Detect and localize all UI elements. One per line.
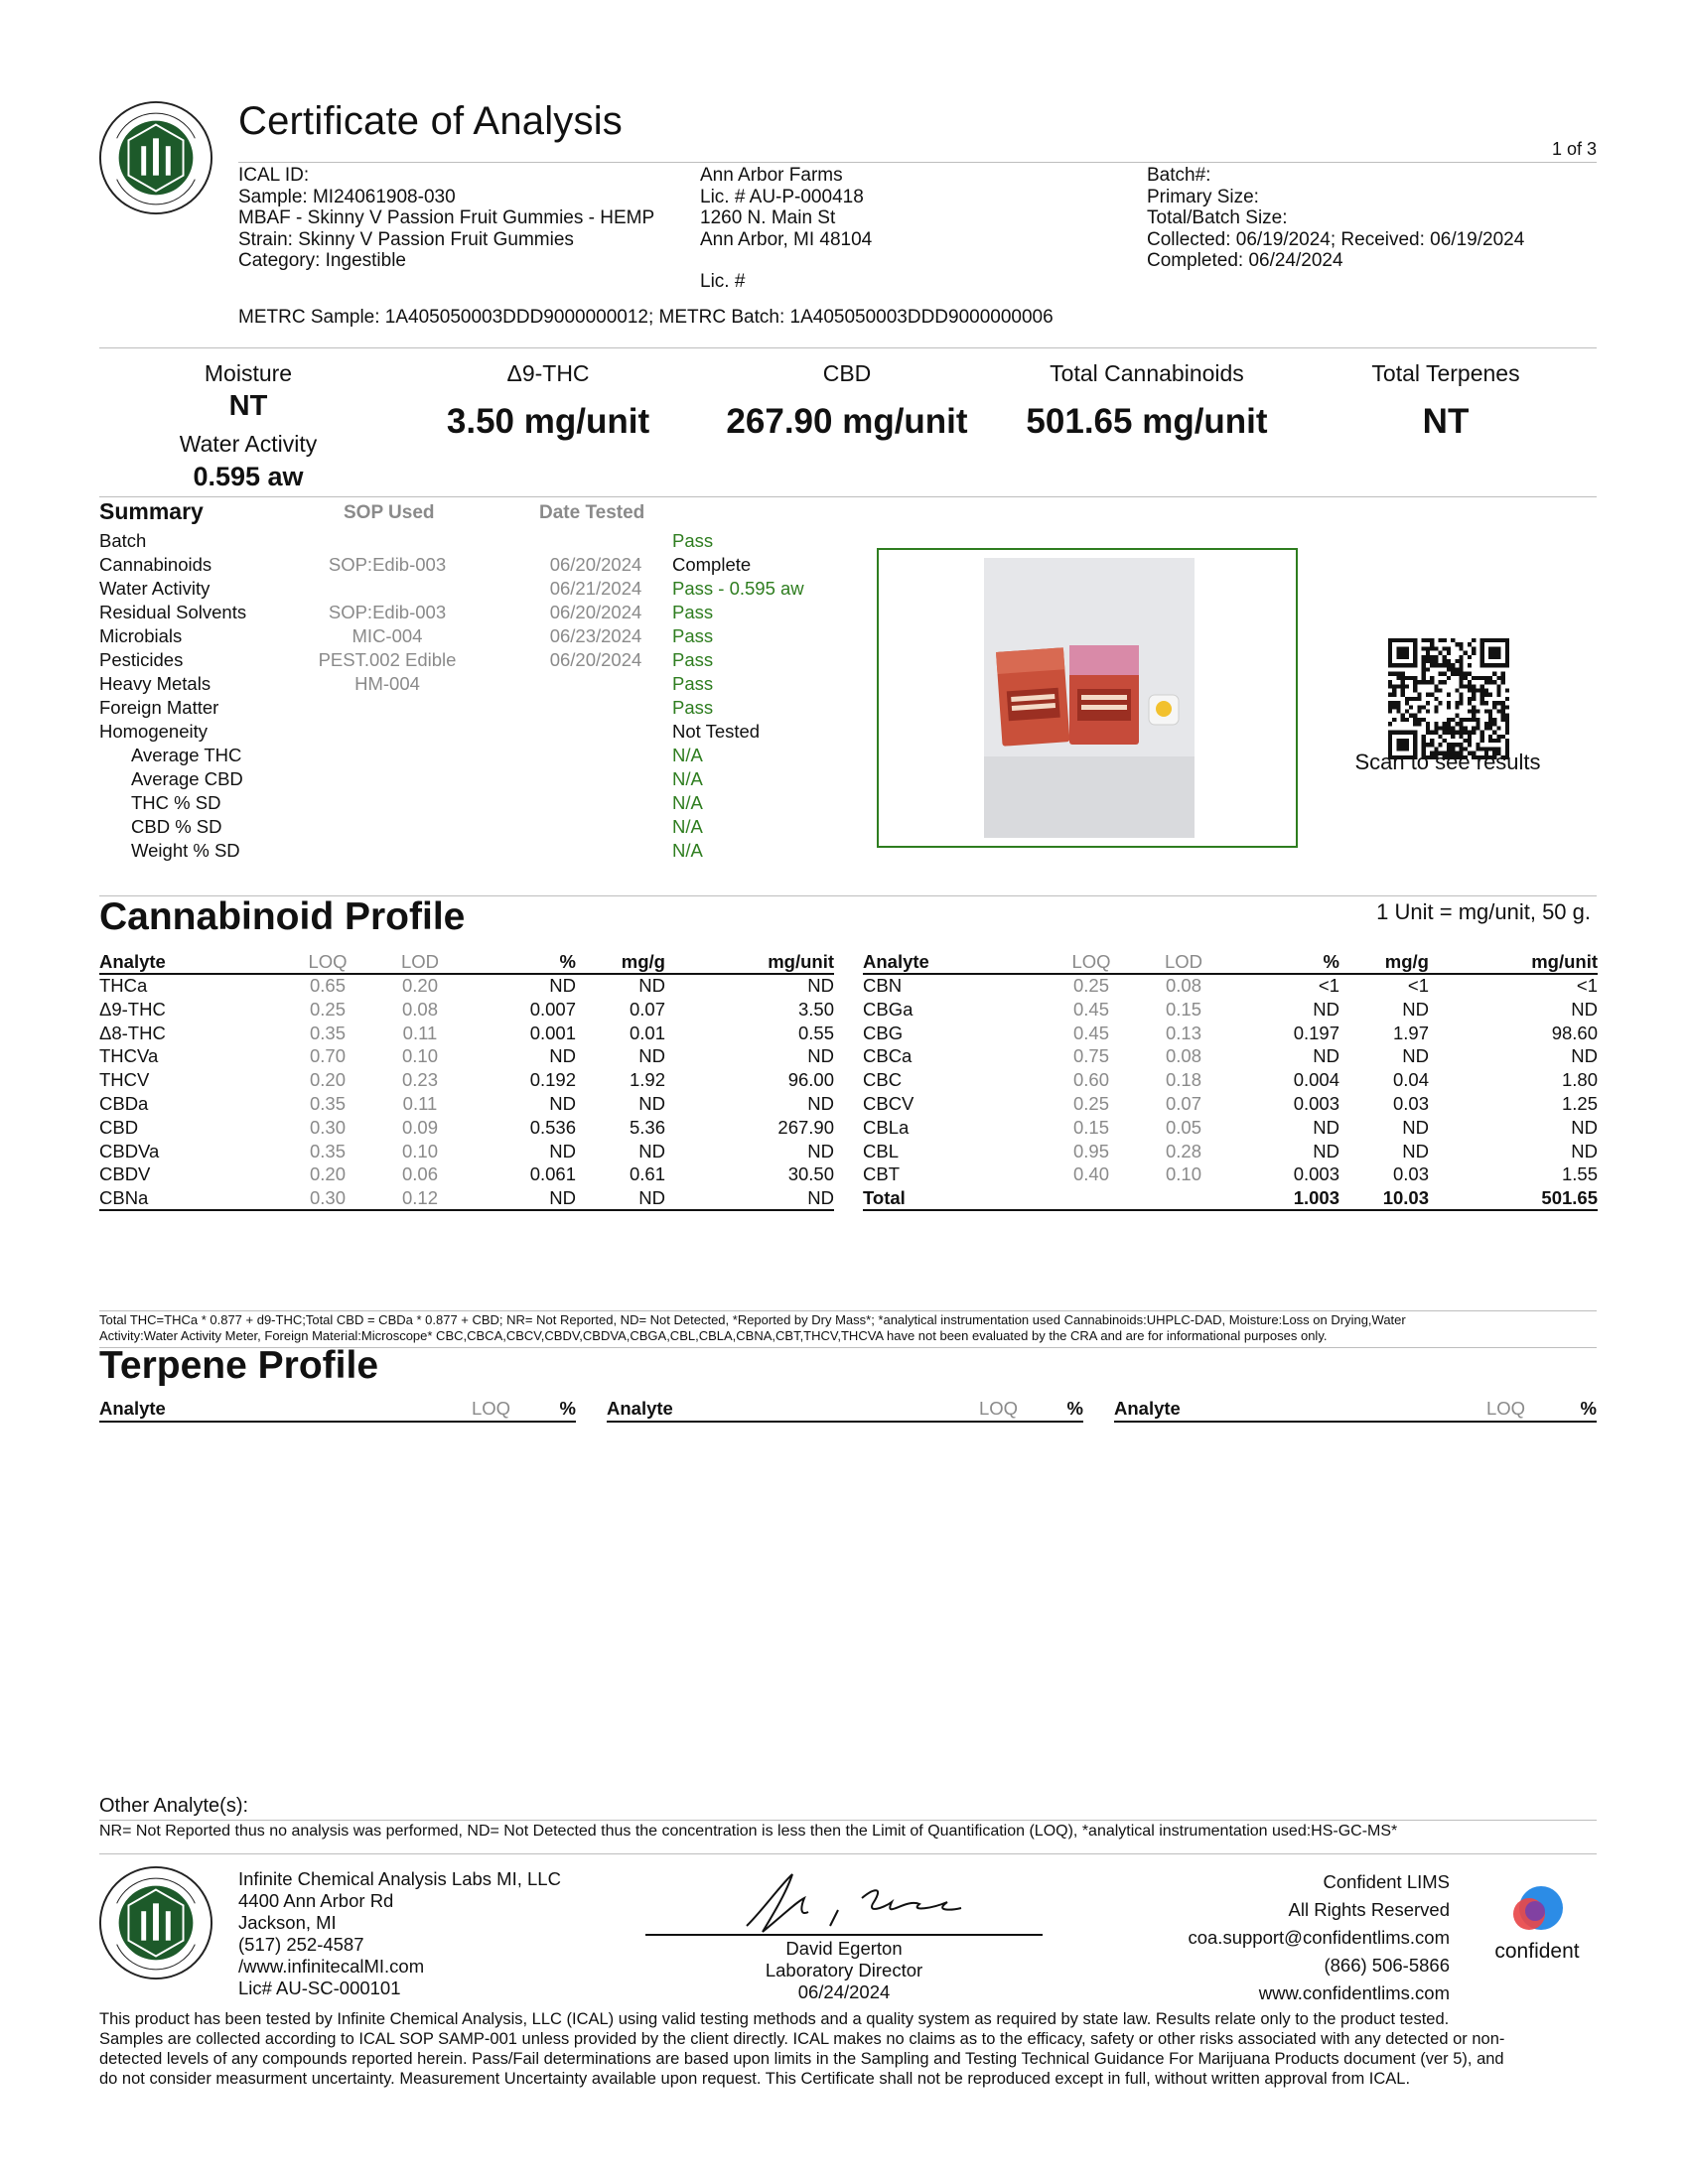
total-row (863, 1187, 1598, 1211)
summary-test-name: THC % SD (131, 792, 221, 813)
cell-percent: ND (549, 1093, 576, 1114)
cell-analyte: CBT (863, 1163, 900, 1185)
total-cannabinoids-label: Total Cannabinoids (1050, 360, 1244, 386)
table-row (863, 1141, 1598, 1164)
summary-result: Pass (672, 673, 714, 694)
column-header-lod: LOD (1164, 951, 1203, 972)
cell-percent: 0.003 (1293, 1163, 1339, 1185)
lims-info: Confident LIMS All Rights Reserved coa.support@confidentlims.com (866) 506-5866 www.confidentlims.com (1188, 1868, 1450, 2007)
cell-mg-per-g: ND (638, 1140, 665, 1161)
terpene-header-percent: % (1066, 1398, 1083, 1419)
cell-lod: 0.10 (1165, 1163, 1201, 1185)
total-terpenes-label: Total Terpenes (1371, 360, 1520, 386)
signature-icon (735, 1868, 973, 1940)
cell-loq: 0.25 (1072, 975, 1109, 996)
cell-lod: 0.08 (1165, 1045, 1201, 1067)
summary-date-header: Date Tested (539, 502, 645, 523)
summary-date: 06/21/2024 (549, 578, 642, 599)
summary-test-name: Average CBD (131, 768, 243, 789)
table-row (863, 1117, 1598, 1141)
cell-lod: 0.06 (401, 1163, 438, 1185)
summary-test-name: Pesticides (99, 649, 184, 670)
cell-mg-per-unit: 1.80 (1561, 1069, 1598, 1091)
cell-mg-per-unit: 267.90 (777, 1116, 834, 1138)
summary-sop: PEST.002 Edible (318, 649, 457, 670)
cell-analyte: CBCa (863, 1045, 913, 1067)
cell-mg-per-unit: ND (1571, 1116, 1598, 1138)
cell-analyte: THCa (99, 975, 148, 996)
column-header-lod: LOD (400, 951, 440, 972)
cell-mg-per-g: ND (638, 1045, 665, 1067)
qr-code-icon[interactable] (1388, 638, 1509, 759)
cell-analyte: CBLa (863, 1116, 910, 1138)
column-header-loq: LOQ (308, 951, 348, 972)
cell-analyte: CBCV (863, 1093, 914, 1114)
cell-loq: 0.45 (1072, 1022, 1109, 1043)
cell-loq: 0.60 (1072, 1069, 1109, 1091)
cell-lod: 0.10 (401, 1045, 438, 1067)
cell-loq: 0.20 (309, 1163, 346, 1185)
cell-analyte: THCVa (99, 1045, 159, 1067)
cell-mg-per-unit: 3.50 (797, 998, 834, 1020)
cell-mg-per-g: 0.07 (629, 998, 665, 1020)
cell-mg-per-unit: 98.60 (1551, 1022, 1598, 1043)
summary-test-name: Water Activity (99, 578, 211, 599)
cell-percent: 0.197 (1293, 1022, 1339, 1043)
page-title: Certificate of Analysis (238, 99, 623, 143)
cell-analyte: CBD (99, 1116, 139, 1138)
moisture-value: NT (228, 390, 268, 422)
cell-lod: 0.13 (1165, 1022, 1201, 1043)
cell-lod: 0.12 (401, 1187, 438, 1209)
cell-loq: 0.35 (309, 1093, 346, 1114)
column-header-loq: LOQ (1071, 951, 1111, 972)
summary-date: 06/23/2024 (549, 625, 642, 646)
summary-result: Not Tested (672, 721, 761, 742)
summary-row (99, 649, 894, 673)
lab-info: Infinite Chemical Analysis Labs MI, LLC 4400 Ann Arbor Rd Jackson, MI (517) 252-4587 /www.infinitecalMI.com Lic# AU-SC-000101 (238, 1868, 561, 1998)
terpene-header-column-group (99, 1398, 576, 1423)
summary-sop: SOP:Edib-003 (328, 554, 447, 575)
column-header-analyte: Analyte (99, 951, 166, 972)
terpene-header-loq: LOQ (1486, 1398, 1526, 1419)
summary-sop: SOP:Edib-003 (328, 602, 447, 622)
cell-loq: 0.20 (309, 1069, 346, 1091)
cell-percent: ND (1313, 998, 1339, 1020)
table-row (863, 1093, 1598, 1117)
cell-loq: 0.45 (1072, 998, 1109, 1020)
cell-loq: 0.25 (309, 998, 346, 1020)
ical-logo-icon (97, 99, 214, 216)
cell-mg-per-g: 0.03 (1392, 1163, 1429, 1185)
other-analytes-note: NR= Not Reported thus no analysis was performed, ND= Not Detected thus the concentration is less then the Limit of Quantification (LOQ), *analytical instrumentation used:HS-GC-MS* (99, 1823, 1398, 1840)
cell-loq: 0.70 (309, 1045, 346, 1067)
table-row (863, 1163, 1598, 1187)
lims-website-link[interactable]: www.confidentlims.com (1258, 1982, 1450, 2003)
confident-logo-icon (1505, 1884, 1565, 1936)
cell-loq: 0.30 (309, 1116, 346, 1138)
table-row (99, 999, 834, 1023)
summary-test-name: Heavy Metals (99, 673, 211, 694)
client-info: Ann Arbor Farms Lic. # AU-P-000418 1260 N. Main St Ann Arbor, MI 48104 Lic. # (700, 165, 873, 292)
table-row (863, 975, 1598, 999)
total-mg-per-g: 10.03 (1382, 1187, 1429, 1209)
cell-percent: 0.001 (529, 1022, 576, 1043)
cell-mg-per-unit: 96.00 (787, 1069, 834, 1091)
cell-percent: 0.007 (529, 998, 576, 1020)
cell-percent: ND (549, 975, 576, 996)
cell-mg-per-unit: ND (807, 1187, 834, 1209)
cell-loq: 0.95 (1072, 1140, 1109, 1161)
cell-percent: 0.536 (529, 1116, 576, 1138)
cell-mg-per-unit: <1 (1576, 975, 1598, 996)
summary-row (99, 697, 894, 721)
cell-lod: 0.11 (402, 1022, 438, 1043)
ical-footer-logo-icon (97, 1864, 214, 1981)
cell-loq: 0.65 (309, 975, 346, 996)
cell-mg-per-unit: ND (807, 1045, 834, 1067)
cell-analyte: CBDVa (99, 1140, 160, 1161)
terpene-header-percent: % (1580, 1398, 1597, 1419)
cell-analyte: Δ9-THC (99, 998, 166, 1020)
cell-loq: 0.75 (1072, 1045, 1109, 1067)
column-header-mg-per-g: mg/g (621, 951, 665, 972)
summary-result: N/A (672, 816, 703, 837)
summary-row (99, 554, 894, 578)
cell-mg-per-unit: ND (807, 1093, 834, 1114)
terpene-header-percent: % (559, 1398, 576, 1419)
summary-row (99, 840, 894, 864)
cell-mg-per-g: ND (1402, 998, 1429, 1020)
summary-test-name: CBD % SD (131, 816, 222, 837)
summary-row (99, 602, 894, 625)
summary-test-name: Batch (99, 530, 147, 551)
cannabinoid-profile-title: Cannabinoid Profile (99, 895, 466, 938)
summary-row (99, 745, 894, 768)
cannabinoid-header-row (99, 951, 834, 975)
cell-percent: <1 (1318, 975, 1339, 996)
cell-lod: 0.08 (401, 998, 438, 1020)
signer-role: Laboratory Director (765, 1960, 923, 1980)
total-analyte: Total (863, 1187, 906, 1209)
summary-row (99, 673, 894, 697)
terpene-header-loq: LOQ (472, 1398, 511, 1419)
cell-mg-per-g: 1.97 (1392, 1022, 1429, 1043)
summary-sop-header: SOP Used (344, 502, 435, 523)
column-header-percent: % (1323, 951, 1339, 972)
cell-analyte: CBL (863, 1140, 899, 1161)
summary-test-name: Cannabinoids (99, 554, 212, 575)
water-activity-value: 0.595 aw (193, 462, 304, 491)
cell-mg-per-unit: ND (1571, 1045, 1598, 1067)
cell-lod: 0.28 (1165, 1140, 1201, 1161)
summary-title: Summary (99, 498, 204, 524)
summary-row (99, 530, 894, 554)
cell-mg-per-unit: ND (1571, 998, 1598, 1020)
column-header-mg-per-unit: mg/unit (1531, 951, 1598, 972)
cell-mg-per-g: ND (638, 975, 665, 996)
unit-note: 1 Unit = mg/unit, 50 g. (1376, 899, 1591, 924)
cell-loq: 0.15 (1072, 1116, 1109, 1138)
total-mg-per-unit: 501.65 (1541, 1187, 1598, 1209)
cell-lod: 0.23 (401, 1069, 438, 1091)
table-row (863, 1045, 1598, 1069)
cell-percent: 0.004 (1293, 1069, 1339, 1091)
cell-mg-per-unit: 1.25 (1561, 1093, 1598, 1114)
cell-percent: ND (1313, 1045, 1339, 1067)
batch-info: Batch#: Primary Size: Total/Batch Size: Collected: 06/19/2024; Received: 06/19/2024 Completed: 06/24/2024 (1147, 165, 1525, 271)
cbd-value: 267.90 mg/unit (726, 402, 968, 441)
cell-mg-per-unit: ND (807, 1140, 834, 1161)
summary-row (99, 578, 894, 602)
summary-result: Pass (672, 530, 714, 551)
summary-sop: HM-004 (354, 673, 420, 694)
cell-lod: 0.07 (1165, 1093, 1201, 1114)
product-image-frame (877, 548, 1298, 848)
summary-date: 06/20/2024 (549, 554, 642, 575)
cell-percent: ND (1313, 1116, 1339, 1138)
cell-analyte: THCV (99, 1069, 150, 1091)
cell-mg-per-unit: ND (1571, 1140, 1598, 1161)
table-row (863, 1023, 1598, 1046)
table-row (99, 1117, 834, 1141)
summary-row (99, 768, 894, 792)
cell-mg-per-g: 0.01 (629, 1022, 665, 1043)
cbd-label: CBD (822, 360, 872, 386)
summary-result: Pass - 0.595 aw (672, 578, 804, 599)
cell-percent: ND (549, 1045, 576, 1067)
cell-mg-per-g: ND (638, 1187, 665, 1209)
qr-caption: Scan to see results (1354, 750, 1541, 774)
summary-result: N/A (672, 745, 703, 765)
cell-percent: ND (549, 1187, 576, 1209)
terpene-profile-title: Terpene Profile (99, 1344, 379, 1387)
column-header-mg-per-unit: mg/unit (768, 951, 834, 972)
total-percent: 1.003 (1293, 1187, 1339, 1209)
analysis-notes: Total THC=THCa * 0.877 + d9-THC;Total CBD = CBDa * 0.877 + CBD; NR= Not Reported, ND= Not Detected, *Reported by Dry Mass*; *analytical instrumentation used Cannabinoids:UHPLC-DAD, Moisture:Loss on Drying,Water Activity:Water Activity Meter, Foreign Material:Microscope* CBC,CBCA,CBCV,CBDV,CBDVA,CBGA,CBL,CBLA,CBNA,CBT,THCV,THCVA have not been evaluated by the CRA and are for informational purposes only. (99, 1312, 1406, 1343)
table-row (99, 1069, 834, 1093)
table-row (99, 1141, 834, 1164)
summary-date: 06/20/2024 (549, 602, 642, 622)
terpene-header-loq: LOQ (979, 1398, 1019, 1419)
cell-loq: 0.25 (1072, 1093, 1109, 1114)
column-header-mg-per-g: mg/g (1384, 951, 1429, 972)
cell-lod: 0.20 (401, 975, 438, 996)
summary-test-name: Microbials (99, 625, 183, 646)
summary-result: N/A (672, 792, 703, 813)
total-terpenes-value: NT (1422, 402, 1470, 441)
cell-lod: 0.05 (1165, 1116, 1201, 1138)
cell-lod: 0.09 (401, 1116, 438, 1138)
cell-percent: ND (1313, 1140, 1339, 1161)
summary-result: N/A (672, 768, 703, 789)
cell-analyte: CBGa (863, 998, 914, 1020)
terpene-header-column-group (607, 1398, 1083, 1423)
cell-mg-per-g: 5.36 (629, 1116, 665, 1138)
confident-brand: confident (1494, 1940, 1580, 1963)
cell-percent: 0.192 (529, 1069, 576, 1091)
page-number: 1 of 3 (1551, 139, 1597, 159)
summary-test-name: Average THC (131, 745, 242, 765)
cell-analyte: CBN (863, 975, 903, 996)
cell-percent: 0.003 (1293, 1093, 1339, 1114)
summary-row (99, 625, 894, 649)
cell-mg-per-g: 0.04 (1392, 1069, 1429, 1091)
cell-mg-per-g: ND (1402, 1140, 1429, 1161)
summary-date: 06/20/2024 (549, 649, 642, 670)
cell-mg-per-g: ND (1402, 1116, 1429, 1138)
summary-result: Pass (672, 649, 714, 670)
thc-value: 3.50 mg/unit (446, 402, 650, 441)
other-analytes-label: Other Analyte(s): (99, 1795, 249, 1817)
column-header-analyte: Analyte (863, 951, 929, 972)
cell-lod: 0.11 (402, 1093, 438, 1114)
table-row (99, 1045, 834, 1069)
cell-mg-per-unit: ND (807, 975, 834, 996)
table-row (99, 1163, 834, 1187)
summary-result: Complete (672, 554, 752, 575)
cell-analyte: CBDa (99, 1093, 149, 1114)
cell-percent: ND (549, 1140, 576, 1161)
total-cannabinoids-value: 501.65 mg/unit (1026, 402, 1268, 441)
moisture-label: Moisture (204, 360, 293, 386)
cell-mg-per-unit: 1.55 (1561, 1163, 1598, 1185)
terpene-header-analyte: Analyte (99, 1398, 166, 1419)
product-photo-icon (984, 558, 1195, 838)
cell-analyte: CBG (863, 1022, 904, 1043)
terpene-header-analyte: Analyte (1114, 1398, 1181, 1419)
cell-lod: 0.10 (401, 1140, 438, 1161)
cell-mg-per-g: ND (1402, 1045, 1429, 1067)
cell-analyte: CBDV (99, 1163, 151, 1185)
table-row (863, 1069, 1598, 1093)
summary-row (99, 816, 894, 840)
disclaimer: This product has been tested by Infinite Chemical Analysis, LLC (ICAL) using valid testing methods and a quality system as required by state law. Results relate only to the product tested. Samples are collected according to ICAL SOP SAMP-001 unless provided by the client directly. ICAL makes no claims as to the efficacy, safety or other risks associated with any detected or non- detected levels of any compounds reported herein. Pass/Fail determinations are based upon limits in the Sampling and Testing Technical Guidance For Marijuana Products document (ver 5), and do not consider measurment uncertainty. Measurement Uncertainty available upon request. This Certificate shall not be reproduced except in full, without written approval from ICAL. (99, 2010, 1505, 2088)
summary-test-name: Homogeneity (99, 721, 209, 742)
summary-test-name: Weight % SD (131, 840, 240, 861)
thc-label: Δ9-THC (506, 360, 590, 386)
cell-mg-per-g: 0.61 (629, 1163, 665, 1185)
cell-analyte: CBNa (99, 1187, 149, 1209)
sample-info: ICAL ID: Sample: MI24061908-030 MBAF - Skinny V Passion Fruit Gummies - HEMP Strain: Skinny V Passion Fruit Gummies Category: Ingestible (238, 165, 655, 271)
metrc-line: METRC Sample: 1A405050003DDD9000000012; METRC Batch: 1A405050003DDD9000000006 (238, 307, 1054, 328)
cannabinoid-header-row (863, 951, 1598, 975)
cell-lod: 0.18 (1165, 1069, 1201, 1091)
summary-result: Pass (672, 697, 714, 718)
table-row (99, 975, 834, 999)
column-header-percent: % (559, 951, 576, 972)
table-row (99, 1023, 834, 1046)
cell-analyte: Δ8-THC (99, 1022, 166, 1043)
cell-mg-per-g: ND (638, 1093, 665, 1114)
cell-percent: 0.061 (529, 1163, 576, 1185)
cell-analyte: CBC (863, 1069, 903, 1091)
lims-email-link[interactable]: coa.support@confidentlims.com (1188, 1927, 1450, 1948)
cell-loq: 0.40 (1072, 1163, 1109, 1185)
signer-block (645, 1938, 1043, 2003)
table-row (99, 1187, 834, 1211)
cell-loq: 0.35 (309, 1022, 346, 1043)
signer-date: 06/24/2024 (797, 1981, 891, 2002)
summary-row (99, 721, 894, 745)
terpene-header-analyte: Analyte (607, 1398, 673, 1419)
cell-loq: 0.35 (309, 1140, 346, 1161)
table-row (863, 999, 1598, 1023)
table-row (99, 1093, 834, 1117)
signer-name: David Egerton (785, 1938, 903, 1959)
water-activity-label: Water Activity (179, 431, 318, 457)
summary-test-name: Residual Solvents (99, 602, 247, 622)
cell-loq: 0.30 (309, 1187, 346, 1209)
cell-mg-per-g: <1 (1407, 975, 1429, 996)
cell-mg-per-g: 0.03 (1392, 1093, 1429, 1114)
cell-mg-per-unit: 30.50 (787, 1163, 834, 1185)
cell-lod: 0.08 (1165, 975, 1201, 996)
summary-sop: MIC-004 (352, 625, 423, 646)
summary-result: N/A (672, 840, 703, 861)
cell-mg-per-g: 1.92 (629, 1069, 665, 1091)
summary-test-name: Foreign Matter (99, 697, 219, 718)
summary-result: Pass (672, 602, 714, 622)
terpene-header-column-group (1114, 1398, 1597, 1423)
cell-lod: 0.15 (1165, 998, 1201, 1020)
summary-result: Pass (672, 625, 714, 646)
summary-row (99, 792, 894, 816)
cell-mg-per-unit: 0.55 (797, 1022, 834, 1043)
